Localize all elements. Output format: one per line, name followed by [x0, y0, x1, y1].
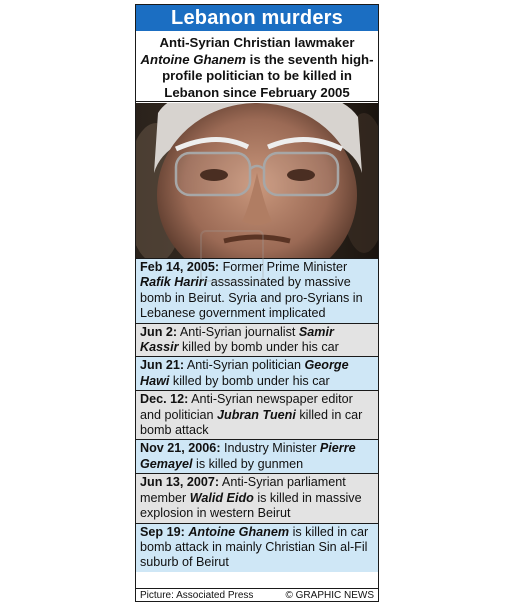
event-date: Dec. 12:: [140, 392, 189, 407]
event-name: Pierre Gemayel: [140, 441, 356, 471]
event-text: is killed in car bomb attack in mainly Christian Sin al-Fil suburb of Beirut: [140, 524, 369, 570]
list-item: [136, 390, 378, 439]
event-text: is killed in massive explosion in western Beirut: [140, 490, 362, 521]
intro-name: Antoine Ghanem: [140, 51, 246, 67]
event-date: Jun 2:: [140, 324, 178, 339]
list-item: [136, 356, 378, 390]
event-date: Nov 21, 2006:: [140, 441, 221, 456]
list-item: [136, 523, 378, 572]
event-name: Jubran Tueni: [217, 407, 296, 422]
event-date: Jun 21:: [140, 358, 185, 373]
event-name: Rafik Hariri: [140, 275, 208, 290]
events-list: [136, 258, 378, 572]
event-text: is killed by gunmen: [192, 456, 304, 471]
footer: [136, 588, 378, 602]
event-text: Anti-Syrian newspaper editor and politician: [140, 392, 353, 422]
event-date: Jun 13, 2007:: [140, 475, 220, 490]
intro-text: [136, 32, 378, 102]
event-name: Walid Eido: [189, 490, 254, 505]
event-name: Samir Kassir: [140, 324, 334, 355]
photo-credit: Picture: Associated Press: [140, 590, 254, 601]
infographic-title: Lebanon murders: [136, 5, 378, 31]
list-item: [136, 439, 378, 473]
event-date: Sep 19:: [140, 524, 185, 539]
list-item: [136, 258, 378, 323]
portrait-illustration: [136, 103, 378, 258]
event-text: killed by bomb under his car: [178, 340, 339, 355]
event-name: Antoine Ghanem: [188, 524, 290, 539]
list-item: [136, 473, 378, 522]
intro-line-a: Anti-Syrian Christian lawmaker: [159, 35, 355, 50]
list-item: [136, 323, 378, 357]
event-text: killed by bomb under his car: [169, 373, 330, 388]
event-text: Anti-Syrian journalist: [177, 324, 299, 339]
event-text: Anti-Syrian politician: [184, 358, 305, 373]
intro-line-b: is the seventh high-profile politician to be killed in Lebanon since February 2005: [162, 51, 374, 100]
event-name: George Hawi: [140, 358, 349, 388]
event-text: assassinated by massive bomb in Beirut. Syria and pro-Syrians in Lebanese government implicated: [140, 275, 363, 321]
event-date: Feb 14, 2005:: [140, 260, 220, 274]
event-text: killed in car bomb attack: [140, 407, 363, 438]
event-text: Anti-Syrian parliament member: [140, 475, 346, 505]
portrait-photo: [136, 103, 378, 258]
event-text: Former Prime Minister: [219, 260, 348, 274]
event-text: Industry Minister: [220, 441, 320, 456]
infographic-panel: [135, 4, 379, 602]
brand-credit: © GRAPHIC NEWS: [285, 590, 374, 601]
